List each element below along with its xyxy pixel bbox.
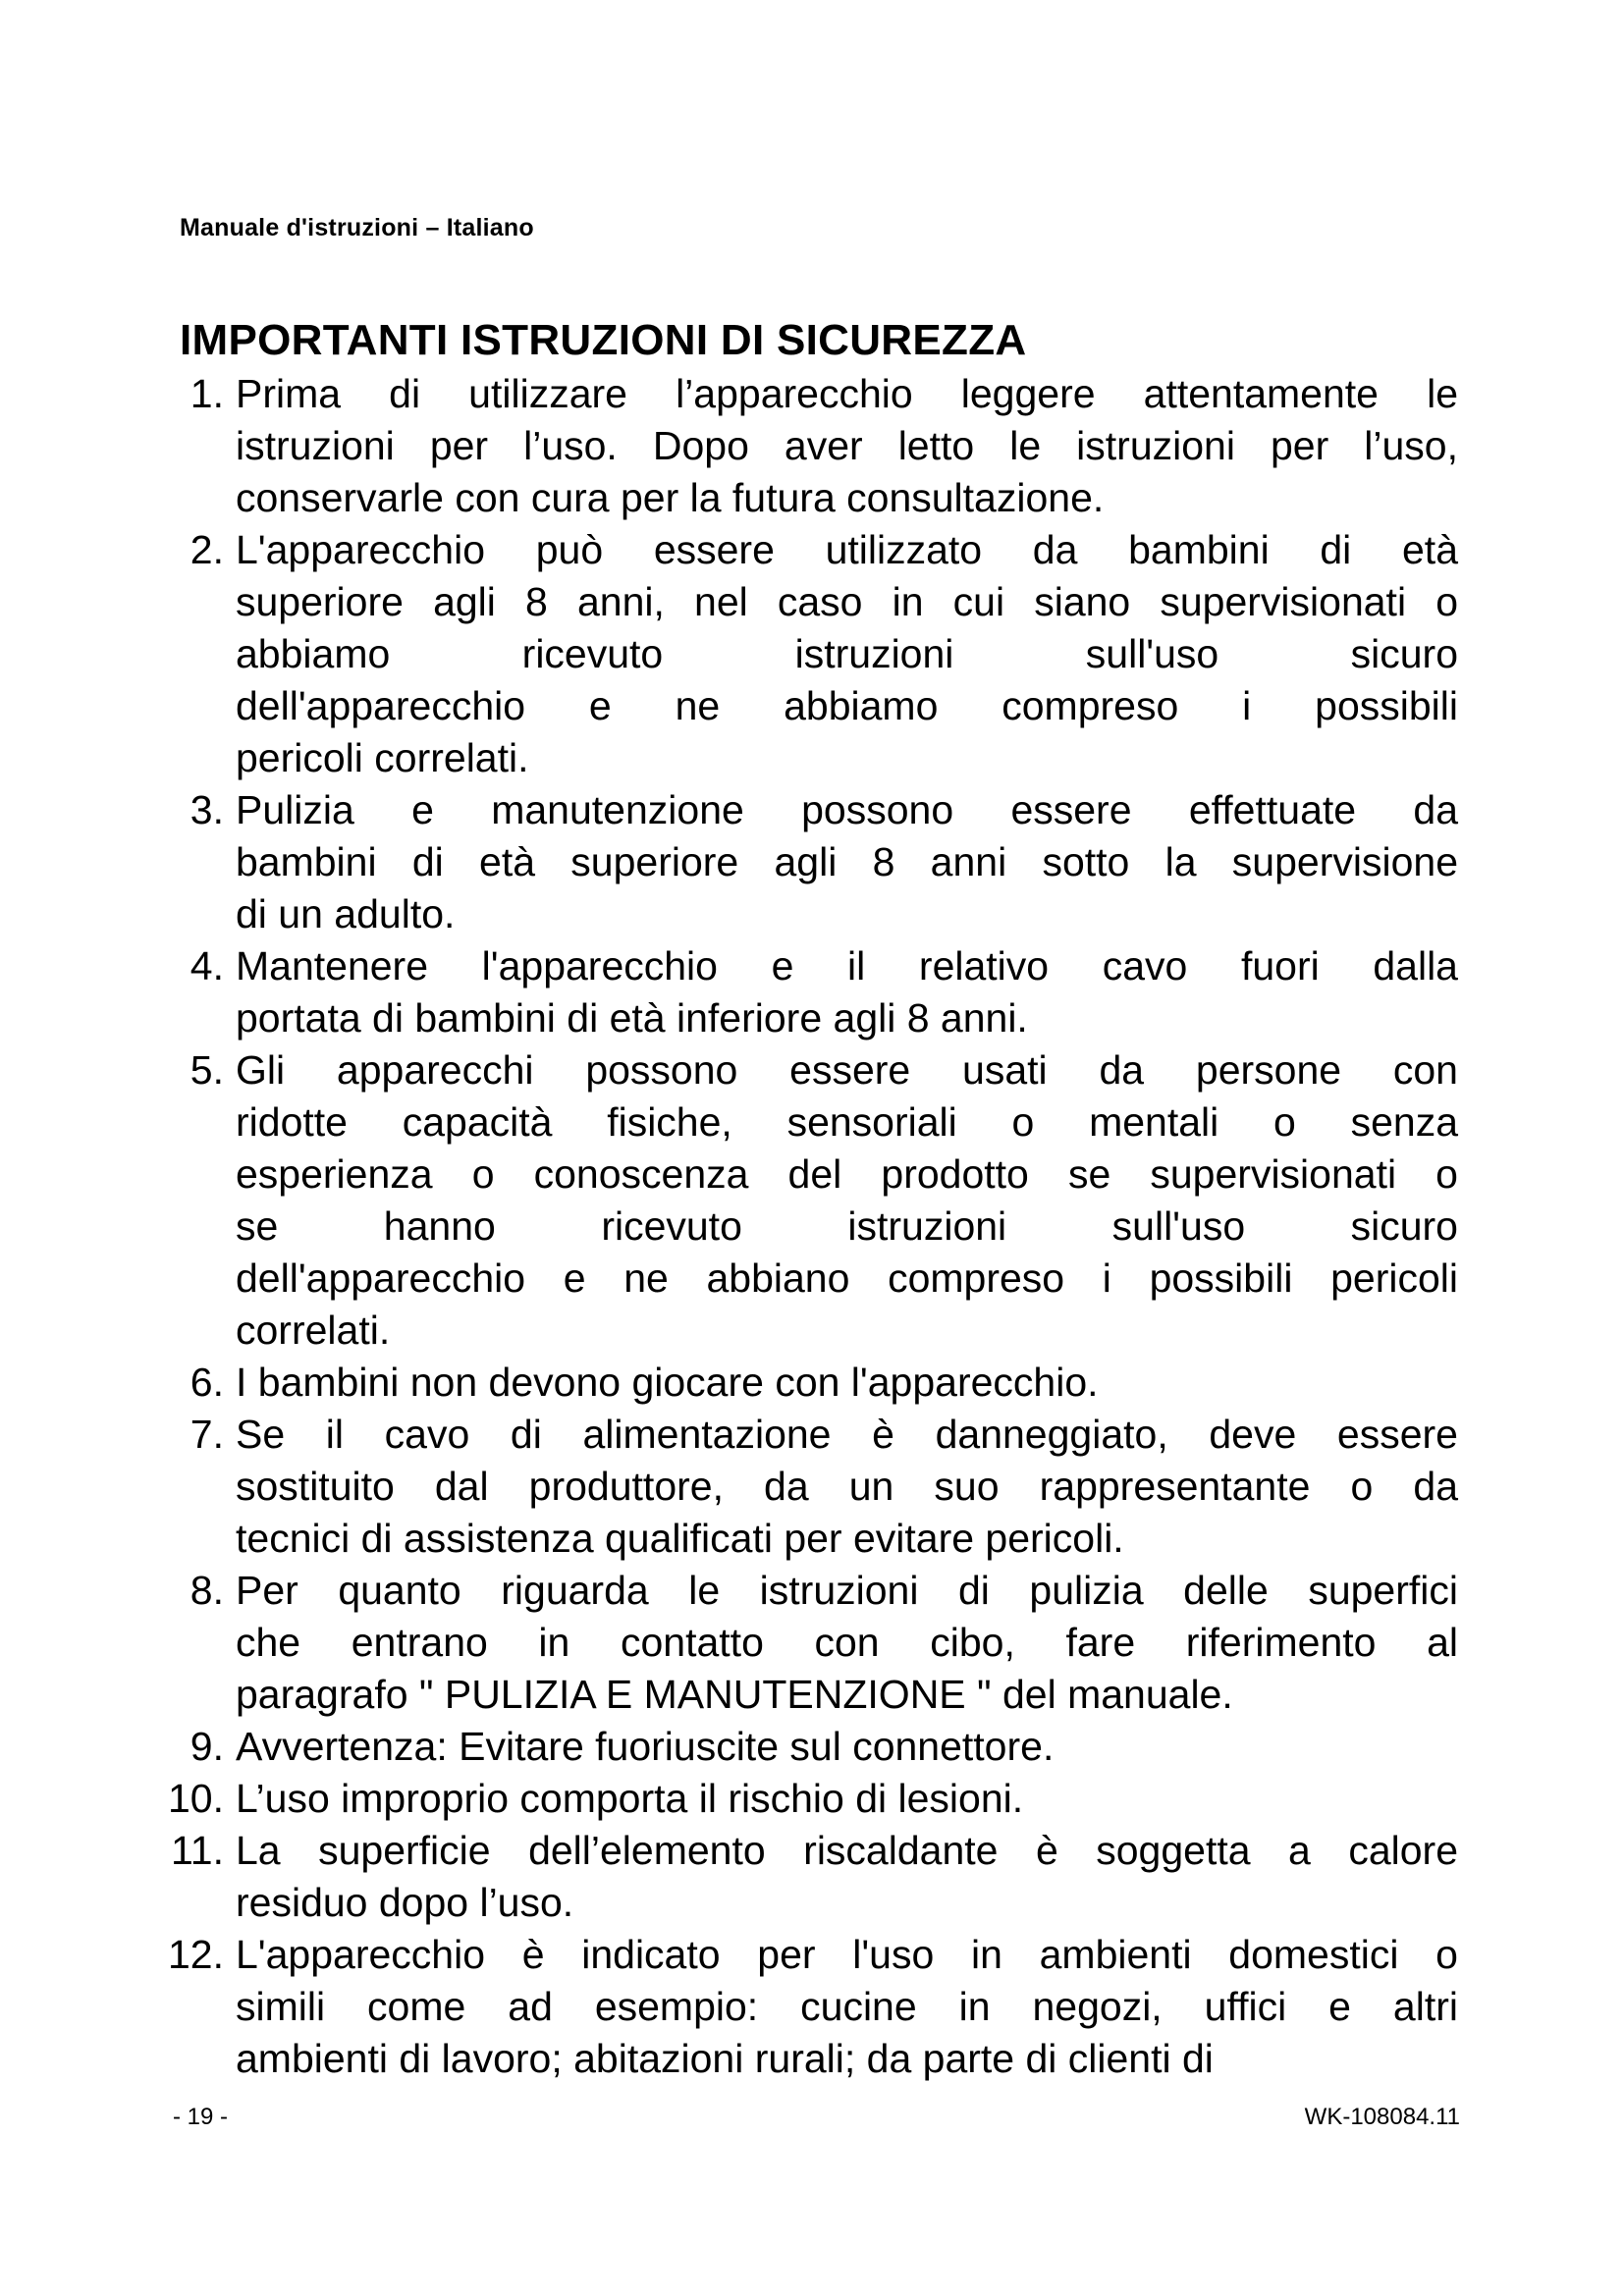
safety-instructions-list [142, 368, 1458, 2085]
item-text-line: dell'apparecchio e ne abbiano compreso i possibili pericoli [236, 1255, 1458, 1301]
list-item [142, 524, 1458, 784]
item-number: 2. [189, 527, 224, 572]
item-text-line: L'apparecchio è indicato per l'uso in ambienti domestici o [236, 1932, 1458, 1977]
item-text-line: residuo dopo l’uso. [236, 1880, 574, 1925]
item-number: 8. [189, 1568, 224, 1613]
item-text-line: sostituito dal produttore, da un suo rappresentante o da [236, 1464, 1458, 1509]
list-item [142, 784, 1458, 940]
list-item [142, 1721, 1458, 1773]
item-text-line: dell'apparecchio e ne abbiamo compreso i possibili [236, 683, 1458, 728]
item-text-line: tecnici di assistenza qualificati per evitare pericoli. [236, 1516, 1124, 1561]
list-item [142, 1825, 1458, 1929]
list-item [142, 1565, 1458, 1721]
document-header: Manuale d'istruzioni – Italiano [180, 214, 534, 241]
item-text-line: I bambini non devono giocare con l'apparecchio. [236, 1360, 1099, 1405]
item-text-line: simili come ad esempio: cucine in negozi, uffici e altri [236, 1984, 1458, 2029]
item-text-line: Avvertenza: Evitare fuoriuscite sul connettore. [236, 1724, 1055, 1769]
list-item [142, 1044, 1458, 1357]
item-number: 5. [189, 1047, 224, 1093]
item-text-line: Mantenere l'apparecchio e il relativo cavo fuori dalla [236, 943, 1458, 988]
item-text-line: La superficie dell’elemento riscaldante è soggetta a calore [236, 1828, 1458, 1873]
list-item [142, 1773, 1458, 1825]
item-text-line: conservarle con cura per la futura consultazione. [236, 475, 1105, 520]
item-number: 6. [189, 1360, 224, 1405]
list-item [142, 1409, 1458, 1565]
item-text-line: di un adulto. [236, 891, 456, 936]
item-text-line: portata di bambini di età inferiore agli 8 anni. [236, 995, 1028, 1041]
item-number: 4. [189, 943, 224, 988]
item-number: 12. [168, 1932, 224, 1977]
item-text-line: Per quanto riguarda le istruzioni di pulizia delle superfici [236, 1568, 1458, 1613]
page-number: - 19 - [173, 2104, 229, 2130]
list-item [142, 1357, 1458, 1409]
item-text-line: pericoli correlati. [236, 735, 529, 780]
list-item [142, 1929, 1458, 2085]
item-text-line: che entrano in contatto con cibo, fare riferimento al [236, 1620, 1458, 1665]
list-item [142, 368, 1458, 524]
section-title: IMPORTANTI ISTRUZIONI DI SICUREZZA [180, 316, 1027, 364]
item-text-line: se hanno ricevuto istruzioni sull'uso sicuro [236, 1203, 1458, 1249]
item-text-line: ridotte capacità fisiche, sensoriali o mentali o senza [236, 1099, 1458, 1145]
list-item [142, 940, 1458, 1044]
item-number: 7. [189, 1412, 224, 1457]
document-code: WK-108084.11 [1304, 2104, 1460, 2130]
item-text-line: L’uso improprio comporta il rischio di lesioni. [236, 1776, 1024, 1821]
item-text-line: Se il cavo di alimentazione è danneggiato, deve essere [236, 1412, 1458, 1457]
item-text-line: abbiamo ricevuto istruzioni sull'uso sicuro [236, 631, 1458, 676]
item-number: 10. [168, 1776, 224, 1821]
item-text-line: correlati. [236, 1308, 391, 1353]
item-text-line: L'apparecchio può essere utilizzato da bambini di età [236, 527, 1458, 572]
item-number: 3. [189, 787, 224, 832]
item-text-line: istruzioni per l’uso. Dopo aver letto le istruzioni per l’uso, [236, 423, 1458, 468]
item-text-line: Gli apparecchi possono essere usati da persone con [236, 1047, 1458, 1093]
item-text-line: superiore agli 8 anni, nel caso in cui siano supervisionati o [236, 579, 1458, 624]
item-text-line: esperienza o conoscenza del prodotto se supervisionati o [236, 1151, 1458, 1197]
item-number: 9. [189, 1724, 224, 1769]
item-text-line: bambini di età superiore agli 8 anni sotto la supervisione [236, 839, 1458, 884]
item-text-line: Prima di utilizzare l’apparecchio leggere attentamente le [236, 371, 1458, 416]
item-text-line: ambienti di lavoro; abitazioni rurali; da parte di clienti di [236, 2036, 1214, 2081]
item-number: 11. [171, 1828, 224, 1873]
item-text-line: paragrafo " PULIZIA E MANUTENZIONE " del manuale. [236, 1672, 1233, 1717]
item-number: 1. [189, 371, 224, 416]
item-text-line: Pulizia e manutenzione possono essere effettuate da [236, 787, 1458, 832]
